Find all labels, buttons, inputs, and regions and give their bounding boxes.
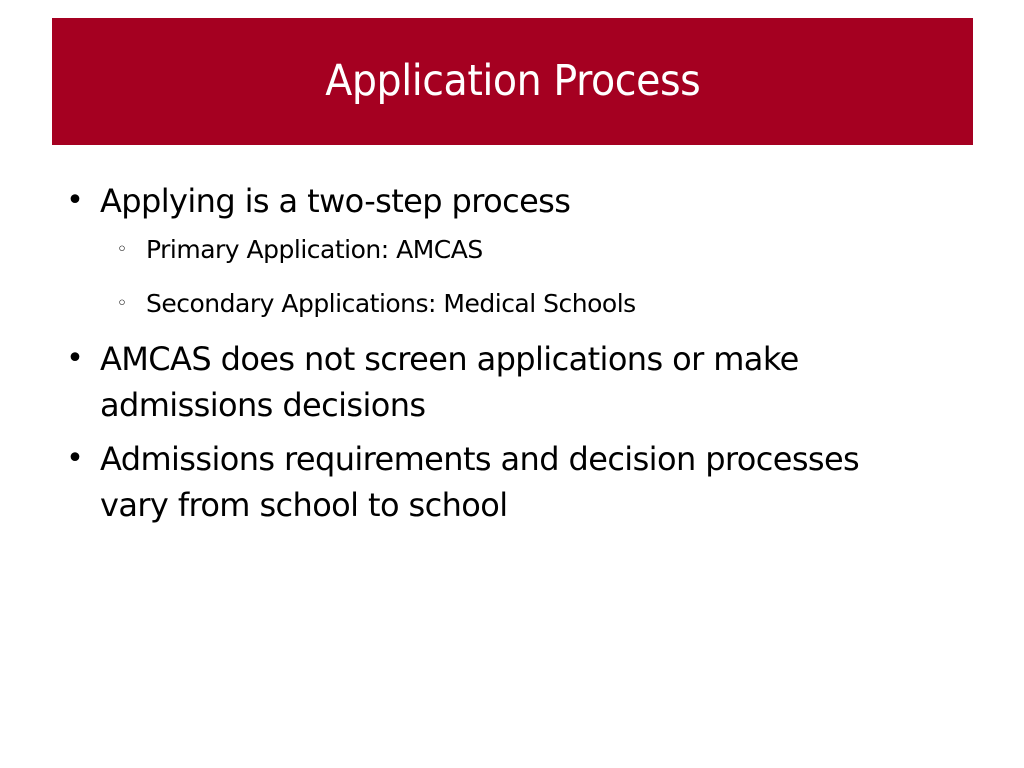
sub-bullet-item-2: [100, 282, 970, 326]
sub-bullet-text: Secondary Applications: Medical Schools: [146, 289, 636, 318]
bullet-item-3: [60, 436, 970, 528]
bullet-list: [60, 178, 970, 536]
sub-bullet-list: [100, 228, 970, 326]
bullet-item-2: [60, 336, 970, 428]
slide-title: Application Process: [325, 56, 700, 106]
bullet-text-line-1: AMCAS does not screen applications or make: [100, 340, 799, 378]
bullet-item-1: [60, 178, 970, 326]
bullet-text-line-2: vary from school to school: [100, 486, 508, 524]
sub-bullet-marker: ◦: [116, 293, 128, 314]
bullet-marker: •: [66, 341, 84, 376]
sub-bullet-marker: ◦: [116, 239, 128, 260]
bullet-marker: •: [66, 441, 84, 476]
sub-bullet-item-1: [100, 228, 970, 272]
title-bar: [52, 18, 973, 145]
bullet-text-line-2: admissions decisions: [100, 386, 426, 424]
sub-bullet-text: Primary Application: AMCAS: [146, 235, 483, 264]
bullet-text: Applying is a two-step process: [100, 182, 571, 220]
bullet-marker: •: [66, 183, 84, 218]
bullet-text-line-1: Admissions requirements and decision processes: [100, 440, 860, 478]
